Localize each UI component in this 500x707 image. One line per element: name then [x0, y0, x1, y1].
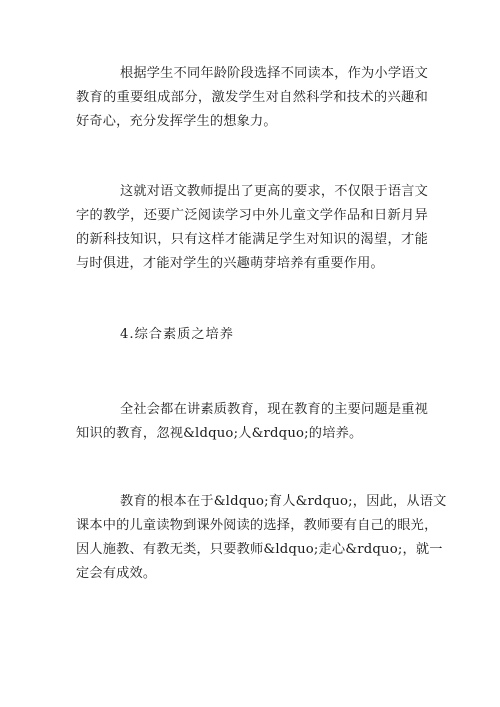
paragraph-4: [76, 490, 447, 586]
paragraph-line: 知识的教育，忽视&ldquo;人&rdquo;的培养。: [76, 426, 363, 441]
paragraph-line: 定会有成效。: [76, 566, 157, 581]
paragraph-line: 的新科技知识，只有这样才能满足学生对知识的渴望，才能: [76, 232, 428, 247]
paragraph-line: 好奇心，充分发挥学生的想象力。: [76, 114, 277, 129]
paragraph-line: 教育的重要组成部分，激发学生对自然科学和技术的兴趣和: [76, 90, 428, 105]
paragraph-line: 课本中的儿童读物到课外阅读的选择，教师要有自己的眼光，: [76, 518, 438, 533]
paragraph-line: 这就对语文教师提出了更高的要求，不仅限于语言文: [120, 184, 428, 199]
paragraph-2: [76, 180, 428, 276]
paragraph-line: 字的教学，还要广泛阅读学习中外儿童文学作品和日新月异: [76, 208, 428, 223]
paragraph-line: 根据学生不同年龄阶段选择不同读本，作为小学语文: [120, 66, 428, 81]
paragraph-line: 与时俱进，才能对学生的兴趣萌芽培养有重要作用。: [76, 256, 384, 271]
paragraph-1: [76, 62, 428, 134]
paragraph-line: 因人施教、有教无类，只要教师&ldquo;走心&rdquo;，就一: [76, 542, 443, 557]
paragraph-3: [76, 398, 428, 446]
paragraph-line: 全社会都在讲素质教育，现在教育的主要问题是重视: [120, 402, 428, 417]
section-heading: 4.综合素质之培养: [120, 327, 234, 342]
paragraph-line: 教育的根本在于&ldquo;育人&rdquo;，因此，从语文: [120, 494, 447, 509]
